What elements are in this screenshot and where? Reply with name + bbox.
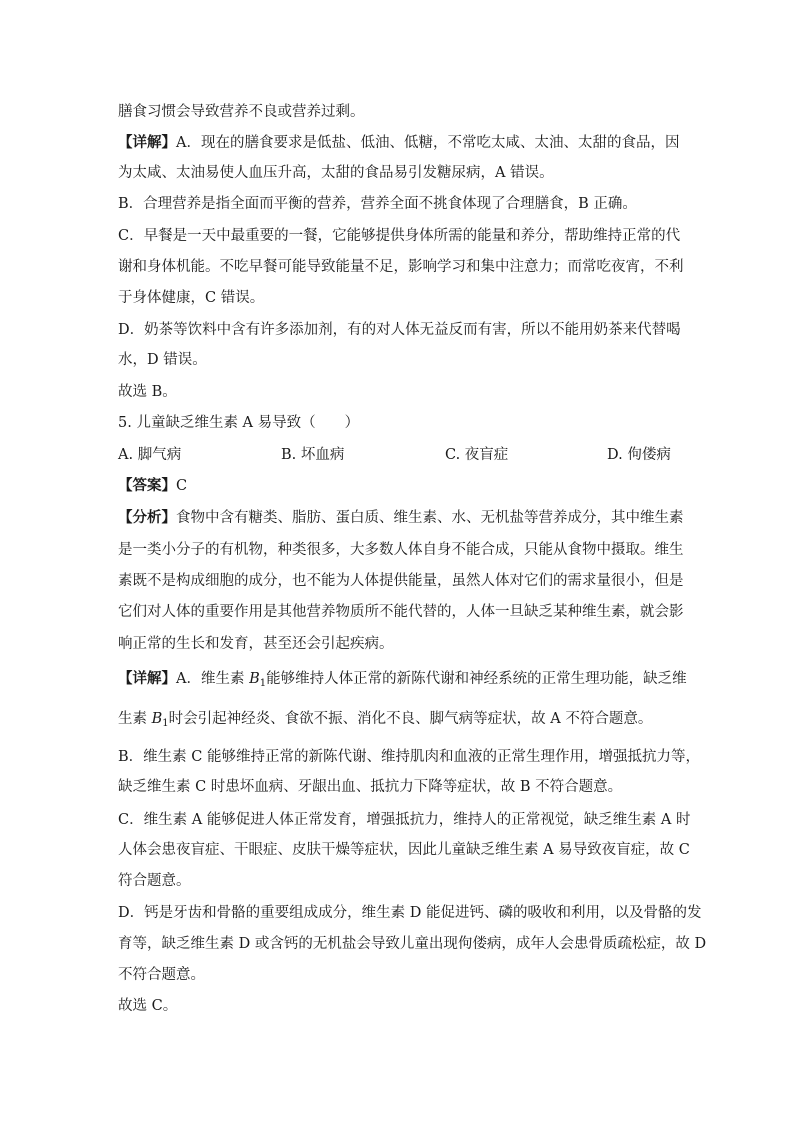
q5-detail-b-line2: 缺乏维生素 C 时患坏血病、牙龈出血、抵抗力下降等症状，故 B 不符合题意。 (118, 779, 623, 795)
q4-detail-c-line2: 谢和身体机能。不吃早餐可能导致能量不足，影响学习和集中注意力；而常吃夜宵，不利 (118, 259, 684, 275)
q5-analysis-line5: 响正常的生长和发育，甚至还会引起疾病。 (118, 636, 394, 652)
q4-detail-d-line1: D．奶茶等饮料中含有许多添加剂，有的对人体无益反而有害，所以不能用奶茶来代替喝 (118, 322, 681, 338)
q5-detail-d-line2: 育等，缺乏维生素 D 或含钙的无机盐会导致儿童出现佝偻病，成年人会患骨质疏松症，故 D (118, 936, 707, 952)
q5-answer-line (118, 476, 688, 496)
detail-a2-pre: 生素 (118, 711, 152, 727)
option-d: D. 佝偻病 (607, 447, 671, 463)
q5-analysis-line2: 是一类小分子的有机物，种类很多，大多数人体自身不能合成，只能从食物中摄取。维生 (118, 542, 684, 558)
vitamin-b-symbol: B (249, 671, 260, 687)
analysis-tag: 【分析】 (118, 509, 176, 526)
analysis-text: 食物中含有糖类、脂肪、蛋白质、维生素、水、无机盐等营养成分，其中维生素 (176, 510, 684, 526)
q4-detail-c-line3: 于身体健康，C 错误。 (118, 290, 265, 306)
q4-detail-a-text: A．现在的膳食要求是低盐、低油、低糖，不常吃太咸、太油、太甜的食品，因 (176, 135, 680, 151)
q5-detail-d-line1: D．钙是牙齿和骨骼的重要组成成分，维生素 D 能促进钙、磷的吸收和利用，以及骨骼的发 (118, 905, 702, 921)
q5-detail-a-line1 (118, 669, 688, 691)
detail-a-post: 能够维持人体正常的新陈代谢和神经系统的正常生理功能，缺乏维 (266, 671, 687, 687)
q4-detail-a-line2: 为太咸、太油易使人血压升高，太甜的食品易引发糖尿病，A 错误。 (118, 165, 554, 181)
q5-analysis-line1 (118, 508, 688, 528)
q5-detail-a-line2 (118, 709, 688, 731)
q5-options (118, 445, 688, 465)
answer-tag: 【答案】 (118, 477, 176, 494)
q5-analysis-line3: 素既不是构成细胞的成分，也不能为人体提供能量，虽然人体对它们的需求量很小，但是 (118, 573, 684, 589)
intro-line: 膳食习惯会导致营养不良或营养过剩。 (118, 104, 365, 120)
q5-detail-c-line1: C．维生素 A 能够促进人体正常发育，增强抵抗力，维持人的正常视觉，缺乏维生素 A 时 (118, 812, 691, 828)
vitamin-b-subscript: 1 (259, 678, 267, 689)
detail-tag: 【详解】 (118, 670, 176, 687)
option-a: A. 脚气病 (118, 447, 182, 463)
option-b: B. 坏血病 (281, 447, 345, 463)
option-c: C. 夜盲症 (445, 447, 509, 463)
q5-detail-c-line2: 人体会患夜盲症、干眼症、皮肤干燥等症状，因此儿童缺乏维生素 A 易导致夜盲症，故 C (118, 842, 690, 858)
q5-stem: 5. 儿童缺乏维生素 A 易导致（ ） (118, 415, 360, 431)
q5-detail-b-line1: B．维生素 C 能够维持正常的新陈代谢、维持肌肉和血液的正常生理作用，增强抵抗力等， (118, 749, 700, 765)
detail-a2-post: 时会引起神经炎、食欲不振、消化不良、脚气病等症状，故 A 不符合题意。 (168, 711, 653, 727)
vitamin-b-symbol: B (151, 711, 163, 727)
q5-detail-d-line3: 不符合题意。 (118, 967, 205, 983)
q4-detail-a-line1 (118, 133, 688, 153)
q4-detail-d-line2: 水，D 错误。 (118, 352, 207, 368)
q4-detail-b-line1: B．合理营养是指全面而平衡的营养，营养全面不挑食体现了合理膳食，B 正确。 (118, 196, 637, 212)
q4-conclusion: 故选 B。 (118, 384, 177, 400)
q5-analysis-line4: 它们对人体的重要作用是其他营养物质所不能代替的，人体一旦缺乏某种维生素，就会影 (118, 604, 684, 620)
vitamin-b-subscript: 1 (162, 718, 169, 729)
detail-tag: 【详解】 (118, 134, 176, 151)
detail-a-pre: A．维生素 (176, 671, 250, 687)
q5-conclusion: 故选 C。 (118, 998, 178, 1014)
q5-detail-c-line3: 符合题意。 (118, 873, 191, 889)
answer-value: C (176, 478, 188, 494)
q4-detail-c-line1: C．早餐是一天中最重要的一餐，它能够提供身体所需的能量和养分，帮助维持正常的代 (118, 228, 681, 244)
